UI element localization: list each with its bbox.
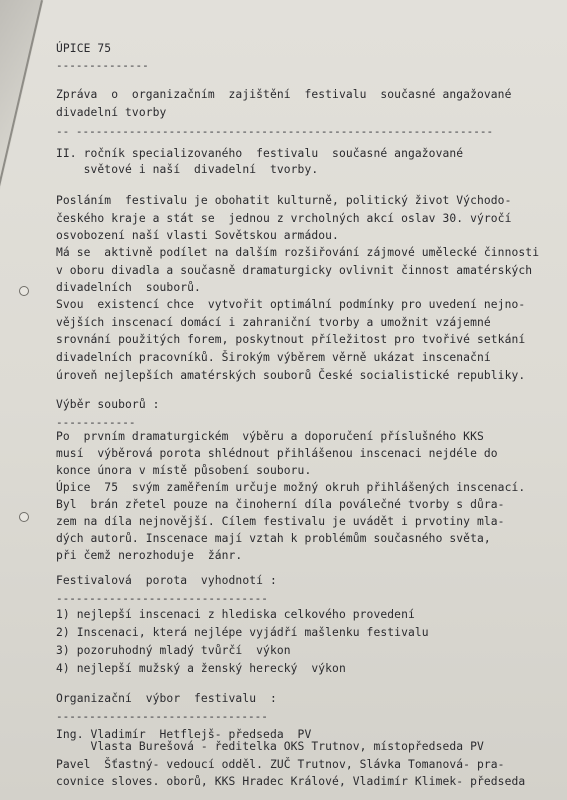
mission-line-2: českého kraje a stát se jednou z vrcholných akcí oslav 30. výročí: [56, 212, 512, 225]
jury-item-4: 4) nejlepší mužský a ženský herecký výkon: [56, 662, 346, 675]
committee-heading: Organizační výbor festivalu :: [56, 692, 277, 705]
selection-line-6: zem na díla nejnovější. Cílem festivalu je uvádět i prvotiny mla-: [56, 515, 505, 528]
mission-line-8: vějších inscenací domácí i zahraniční tvorby a umožnit vzájemné: [56, 316, 491, 329]
selection-line-1: Po prvním dramaturgickém výběru a doporučení příslušného KKS: [56, 430, 484, 443]
jury-item-2: 2) Inscenaci, která nejlépe vyjádří mašlenku festivalu: [56, 626, 429, 639]
subtitle-line-2: světové i naší divadelní tvorby.: [56, 163, 319, 176]
mission-line-11: úroveň nejlepších amatérských souborů České socialistické republiky.: [56, 369, 526, 382]
punch-hole: [19, 512, 29, 522]
selection-line-8: při čemž nerozhoduje žánr.: [56, 549, 243, 562]
report-title-line-2: divadelní tvorby: [56, 106, 167, 119]
mission-line-3: osvobození naší vlasti Sovětskou armádou.: [56, 229, 339, 242]
selection-line-2: musí výběrová porota shlédnout přihlášenou inscenaci nejdéle do: [56, 447, 498, 460]
header-underline: --------------: [56, 59, 149, 72]
committee-line-1: Ing. Vladimír Hetflejš- předseda PV: [56, 728, 312, 741]
mission-line-10: divadelních pracovníků. Širokým výběrem věrně ukázat inscenační: [56, 351, 491, 364]
selection-line-3: konce února v místě působení souboru.: [56, 464, 312, 477]
report-title-underline: -- ---------------------------------------------------------------: [56, 125, 494, 138]
mission-line-4: Má se aktivně podílet na dalším rozšiřování zájmové umělecké činnosti: [56, 246, 540, 259]
selection-heading: Výběr souborů :: [56, 398, 160, 411]
mission-line-9: srovnání použitých forem, poskytnout příležitost pro tvořivé setkání: [56, 333, 526, 346]
committee-line-2: Vlasta Burešová - ředitelka OKS Trutnov, místopředseda PV: [56, 740, 484, 753]
committee-line-4: covnice sloves. oborů, KKS Hradec Králové, Vladimír Klimek- předseda: [56, 775, 526, 788]
subtitle-line-1: II. ročník specializovaného festivalu současné angažované: [56, 147, 464, 160]
mission-line-6: divadelních souborů.: [56, 281, 201, 294]
jury-item-1: 1) nejlepší inscenaci z hlediska celkového provedení: [56, 608, 415, 621]
jury-heading: Festivalová porota vyhodnotí :: [56, 574, 277, 587]
mission-line-5: v oboru divadla a současně dramaturgicky ovlivnit činnost amatérských: [56, 264, 533, 277]
selection-line-7: dých autorů. Inscenace mají vztah k problémům současného světa,: [56, 532, 491, 545]
mission-line-1: Posláním festivalu je obohatit kulturně, politický život Východo-: [56, 194, 512, 207]
punch-hole: [19, 286, 29, 296]
selection-underline: ------------: [56, 416, 136, 429]
jury-underline: --------------------------------: [56, 592, 268, 605]
document-header: ÚPICE 75: [56, 42, 112, 55]
report-title-line-1: Zpráva o organizačním zajištění festivalu současné angažované: [56, 88, 512, 101]
mission-line-7: Svou existencí chce vytvořit optimální podmínky pro uvedení nejno-: [56, 298, 526, 311]
jury-item-3: 3) pozoruhodný mladý tvůrčí výkon: [56, 644, 291, 657]
selection-line-5: Byl brán zřetel pouze na činoherní díla poválečné tvorby s důra-: [56, 498, 505, 511]
selection-line-4: Úpice 75 svým zaměřením určuje možný okruh přihlášených inscenací.: [56, 481, 526, 494]
committee-underline: --------------------------------: [56, 710, 268, 723]
committee-line-3: Pavel Šťastný- vedoucí odděl. ZUČ Trutnov, Slávka Tomanová- pra-: [56, 758, 505, 771]
